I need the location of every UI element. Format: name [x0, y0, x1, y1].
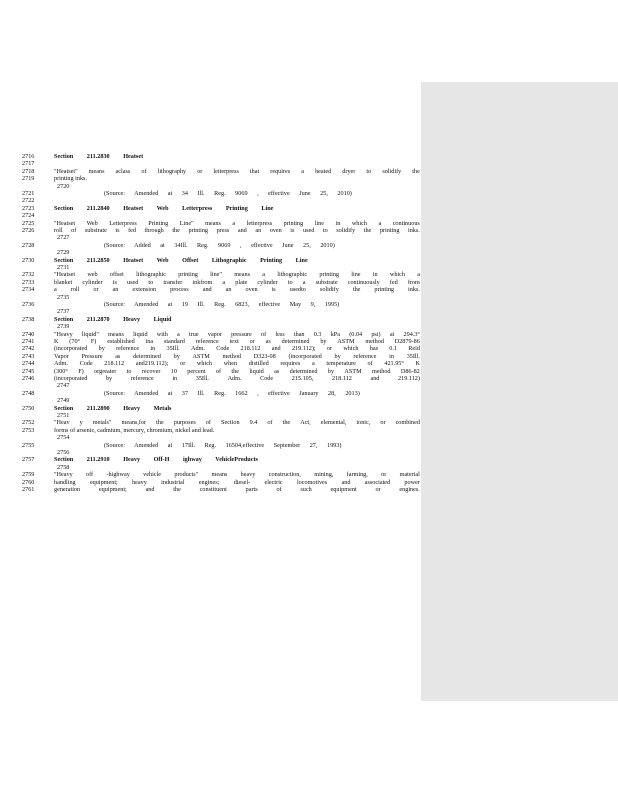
line-text: (300° F) orgreater to recover 10 percent of the liquid as determined by ASTM method D86-82 — [54, 367, 420, 375]
section-heading: Section 211.2840 Heatset Web Letterpress Printing Line — [54, 204, 274, 212]
line-number: 2736 — [22, 301, 35, 308]
line-number: 2744 — [22, 360, 35, 368]
line-number: 2732 — [22, 271, 35, 279]
line-text: Adm. Code 218.112 and219.112); or which when distilled requires a temperature of 421.95° K — [54, 360, 420, 368]
line-number: 2748 — [22, 389, 35, 397]
line-number: 2740 — [22, 330, 35, 338]
sub-line-number: 2754 — [57, 434, 70, 442]
sub-line-number: 2749 — [57, 397, 70, 405]
sub-line-number: 2737 — [57, 308, 70, 316]
line-number: 2734 — [22, 286, 35, 294]
line-number: 2742 — [22, 345, 35, 353]
line-number: 2757 — [22, 456, 35, 464]
line-number: 2726 — [22, 227, 35, 234]
line-text: handling equipment; heavy industrial engines; diesel- electric locomotives and associated power — [54, 478, 420, 486]
line-number: 2719 — [22, 175, 35, 183]
source-note: (Source: Amended at 37 Ill. Reg. 1662 , effective January 28, 2013) — [104, 389, 360, 397]
line-text: "Heavy off -highway vehicle products" means heavy construction, mining, farming, or material — [54, 471, 420, 479]
sub-line-number: 2751 — [57, 412, 70, 419]
line-text: "Heatset Web Letterpress Printing Line" means a letterpress printing line in which a continuous — [54, 219, 420, 227]
source-note: (Source: Amended at 34 Ill. Reg. 9069 , effective June 25, 2010) — [104, 190, 352, 197]
source-note: (Source: Amended at 19 Ill. Reg. 6823, effective May 9, 1995) — [104, 301, 340, 308]
line-number: 2738 — [22, 315, 35, 323]
line-number: 2728 — [22, 241, 35, 249]
section-heading: Section 211.2910 Heavy Off-H ighway VehicleProducts — [54, 456, 258, 464]
section-heading: Section 211.2870 Heavy Liquid — [54, 315, 172, 323]
sub-line-number: 2720 — [57, 182, 70, 190]
line-number: 2725 — [22, 219, 35, 227]
line-number: 2750 — [22, 404, 35, 412]
line-number: 2730 — [22, 256, 35, 264]
section-heading: Section 211.2890 Heavy Metals — [54, 404, 172, 412]
line-number: 2745 — [22, 367, 35, 375]
sub-line-number: 2735 — [57, 293, 70, 301]
line-number: 2752 — [22, 419, 35, 427]
sub-line-number: 2739 — [57, 323, 70, 331]
source-note: (Source: Amended at 17Ill. Reg. 16504,effective September 27, 1993) — [104, 441, 342, 449]
section-heading: Section 211.2850 Heatset Web Offset Lithographic Printing Line — [54, 256, 308, 264]
line-number: 2753 — [22, 426, 35, 434]
section-heading: Section 211.2830 Heatset — [54, 153, 144, 160]
comment-pane — [421, 82, 618, 701]
line-number: 2741 — [22, 338, 35, 345]
line-number: 2718 — [22, 167, 35, 175]
line-number: 2746 — [22, 375, 35, 382]
line-text: "Heatset" means aclass of lithography or letterpress that requires a heated dryer to solidify the — [54, 167, 420, 175]
line-number: 2721 — [22, 190, 35, 197]
line-text: K (70° F) established ina standard reference text or as determined by ASTM method D2879-86 — [54, 338, 420, 345]
sub-line-number: 2758 — [57, 463, 70, 471]
line-number: 2743 — [22, 352, 35, 360]
line-number: 2717 — [22, 160, 35, 168]
line-number: 2733 — [22, 278, 35, 286]
line-text: generation equipment; and the constituent parts of such equipment or engines. — [54, 486, 420, 493]
line-number: 2760 — [22, 478, 35, 486]
line-number: 2723 — [22, 204, 35, 212]
line-number: 2755 — [22, 441, 35, 449]
line-text: "Heavy liquid" means liquid with a true vapor pressure of less than 0.3 kPa (0.04 psi) at 294.3° — [54, 330, 420, 338]
line-number: 2722 — [22, 197, 35, 205]
line-text: (incorporated by reference in 35Ill. Adm. Code 215.105, 218.112 and 219.112) — [54, 375, 420, 382]
line-text: forms of arsenic, cadmium, mercury, chromium, nickel and lead. — [54, 426, 215, 434]
line-text: "Heav y metals" means,for the purposes of Section 9.4 of the Act, elemental, ionic, or combined — [54, 419, 420, 427]
line-text: (incorporated by reference in 35Ill. Adm. Code 218.112 and 219.112); or which has 0.1 Reid — [54, 345, 420, 353]
line-text: roll of substrate is fed through the printing press and an oven is used to solidify the printing inks. — [54, 227, 420, 234]
sub-line-number: 2727 — [57, 234, 70, 242]
sub-line-number: 2747 — [57, 382, 70, 390]
source-note: (Source: Added at 34Ill. Reg. 9069 , effective June 25, 2010) — [104, 241, 335, 249]
line-text: a roll or an extension process and an oven is usedto solidify the printing inks. — [54, 286, 420, 294]
line-text: "Heatset web offset lithographic printing line" means a lithographic printing line in which a — [54, 271, 420, 279]
sub-line-number: 2729 — [57, 249, 70, 257]
line-text: blanket cylinder is used to transfer inkfrom a plate cylinder to a substrate continuously fed from — [54, 278, 420, 286]
line-number: 2761 — [22, 486, 35, 493]
line-number: 2716 — [22, 153, 35, 160]
line-text: printing inks. — [54, 175, 88, 183]
line-text: Vapor Pressure as determined by ASTM method D323-08 (incorporated by reference in 35Ill. — [54, 352, 420, 360]
line-number: 2759 — [22, 471, 35, 479]
line-number: 2724 — [22, 212, 35, 220]
sub-line-number: 2731 — [57, 264, 70, 271]
sub-line-number: 2756 — [57, 449, 70, 456]
